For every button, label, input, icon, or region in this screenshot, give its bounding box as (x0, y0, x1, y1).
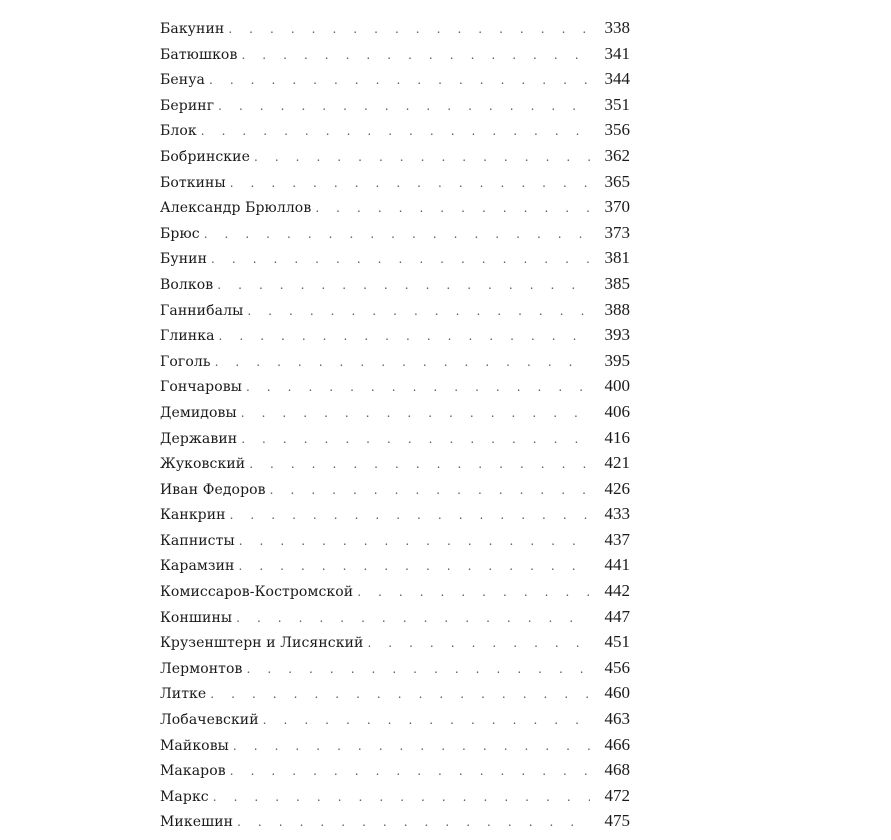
dot-leader (209, 73, 590, 87)
toc-entry-page: 351 (604, 94, 630, 114)
toc-entry-title: Майковы (160, 737, 229, 754)
toc-entry-title: Бенуа (160, 72, 205, 89)
toc-entry (160, 44, 630, 70)
toc-entry (160, 709, 630, 735)
toc-entry-title: Макаров (160, 763, 226, 780)
toc-entry-title: Лермонтов (160, 660, 243, 677)
toc-entry (160, 735, 630, 761)
dot-leader (237, 815, 590, 829)
toc-entry (160, 555, 630, 581)
dot-leader (230, 176, 590, 190)
toc-entry (160, 376, 630, 402)
toc-entry (160, 274, 630, 300)
toc-entry-title: Беринг (160, 97, 215, 114)
toc-entry-title: Бакунин (160, 21, 225, 37)
toc-entry-page: 365 (604, 171, 630, 191)
toc-entry-page: 441 (604, 555, 630, 575)
dot-leader (249, 457, 590, 471)
toc-entry-title: Канкрин (160, 507, 226, 524)
toc-entry-page: 451 (604, 632, 630, 652)
toc-entry-page: 468 (604, 760, 630, 780)
toc-entry-page: 400 (604, 376, 630, 396)
toc-entry-title: Демидовы (160, 404, 237, 421)
toc-entry (160, 786, 630, 812)
toc-entry-title: Державин (160, 430, 238, 447)
toc-entry (160, 581, 630, 607)
dot-leader (201, 124, 590, 138)
toc-entry-title: Жуковский (160, 456, 246, 473)
toc-entry-title: Ганнибалы (160, 302, 244, 319)
dot-leader (246, 380, 590, 394)
toc-entry (160, 811, 630, 837)
toc-entry-title: Крузенштерн и Лисянский (160, 635, 364, 652)
dot-leader (357, 585, 590, 599)
dot-leader (254, 150, 590, 164)
toc-entry-page: 362 (604, 145, 630, 165)
toc-entry-page: 341 (604, 43, 630, 63)
toc-entry (160, 402, 630, 428)
toc-entry (160, 683, 630, 709)
toc-entry-title: Лобачевский (160, 712, 259, 729)
toc-entry (160, 760, 630, 786)
toc-entry-title: Волков (160, 276, 214, 293)
toc-entry-page: 406 (604, 401, 630, 421)
toc-entry-title: Блок (160, 123, 197, 140)
toc-entry-title: Литке (160, 686, 207, 703)
toc-entry (160, 658, 630, 684)
toc-entry-page: 460 (604, 683, 630, 703)
toc-entry-title: Маркс (160, 788, 209, 805)
toc-entry (160, 300, 630, 326)
toc-entry-title: Гоголь (160, 353, 211, 370)
dot-leader (217, 278, 590, 292)
dot-leader (230, 508, 590, 522)
toc-entry-page: 395 (604, 350, 630, 370)
toc-entry-title: Александр Брюллов (160, 200, 312, 217)
toc-entry-page: 463 (604, 709, 630, 729)
dot-leader (213, 790, 590, 804)
toc-entry-page: 393 (604, 325, 630, 345)
dot-leader (228, 22, 590, 36)
toc-entry (160, 69, 630, 95)
toc-entry-title: Гончаровы (160, 379, 242, 396)
toc-entry (160, 504, 630, 530)
toc-entry-page: 426 (604, 478, 630, 498)
dot-leader (247, 304, 590, 318)
toc-entry-page: 421 (604, 453, 630, 473)
toc-entry-page: 475 (604, 811, 630, 831)
toc-entry-title: Бунин (160, 251, 208, 268)
dot-leader (315, 201, 590, 215)
toc-entry-page: 338 (604, 18, 630, 37)
dot-leader (233, 739, 590, 753)
toc-entry (160, 607, 630, 633)
toc-entry (160, 453, 630, 479)
toc-entry-title: Брюс (160, 225, 200, 242)
toc-entry (160, 146, 630, 172)
toc-entry-page: 385 (604, 273, 630, 293)
toc-entry-page: 472 (604, 785, 630, 805)
toc-entry (160, 120, 630, 146)
toc-entry (160, 95, 630, 121)
dot-leader (230, 764, 590, 778)
dot-leader (367, 636, 590, 650)
toc-entry-title: Комиссаров-Костромской (160, 584, 354, 601)
toc-entry-page: 373 (604, 222, 630, 242)
toc-entry-title: Боткины (160, 174, 226, 191)
dot-leader (241, 48, 590, 62)
toc-entry-page: 433 (604, 504, 630, 524)
toc-entry-page: 416 (604, 427, 630, 447)
toc-entry (160, 18, 630, 44)
toc-entry-page: 344 (604, 69, 630, 89)
dot-leader (239, 534, 590, 548)
toc-entry (160, 632, 630, 658)
toc-entry-page: 370 (604, 197, 630, 217)
toc-entry-title: Коншины (160, 609, 233, 626)
toc-entry-title: Микешин (160, 814, 234, 831)
dot-leader (215, 355, 590, 369)
table-of-contents (160, 18, 630, 837)
toc-entry-title: Иван Федоров (160, 481, 266, 498)
toc-entry-page: 388 (604, 299, 630, 319)
toc-entry-title: Капнисты (160, 532, 235, 549)
toc-entry-page: 442 (604, 581, 630, 601)
toc-entry (160, 351, 630, 377)
dot-leader (247, 662, 590, 676)
dot-leader (236, 611, 590, 625)
toc-entry-page: 437 (604, 529, 630, 549)
toc-entry-title: Бобринские (160, 148, 250, 165)
toc-entry (160, 479, 630, 505)
toc-entry (160, 248, 630, 274)
toc-entry-title: Глинка (160, 328, 215, 345)
toc-entry (160, 530, 630, 556)
dot-leader (241, 406, 590, 420)
toc-entry-page: 356 (604, 120, 630, 140)
toc-entry-page: 381 (604, 248, 630, 268)
dot-leader (210, 687, 590, 701)
toc-entry (160, 325, 630, 351)
toc-entry (160, 428, 630, 454)
dot-leader (204, 227, 590, 241)
toc-entry-title: Карамзин (160, 558, 235, 575)
toc-entry (160, 197, 630, 223)
toc-entry-page: 466 (604, 734, 630, 754)
toc-entry-page: 447 (604, 606, 630, 626)
dot-leader (241, 432, 590, 446)
toc-entry (160, 172, 630, 198)
dot-leader (218, 99, 590, 113)
dot-leader (270, 483, 590, 497)
dot-leader (238, 559, 590, 573)
dot-leader (263, 713, 590, 727)
dot-leader (219, 329, 590, 343)
toc-entry (160, 223, 630, 249)
dot-leader (211, 252, 590, 266)
toc-entry-page: 456 (604, 657, 630, 677)
toc-entry-title: Батюшков (160, 46, 238, 63)
